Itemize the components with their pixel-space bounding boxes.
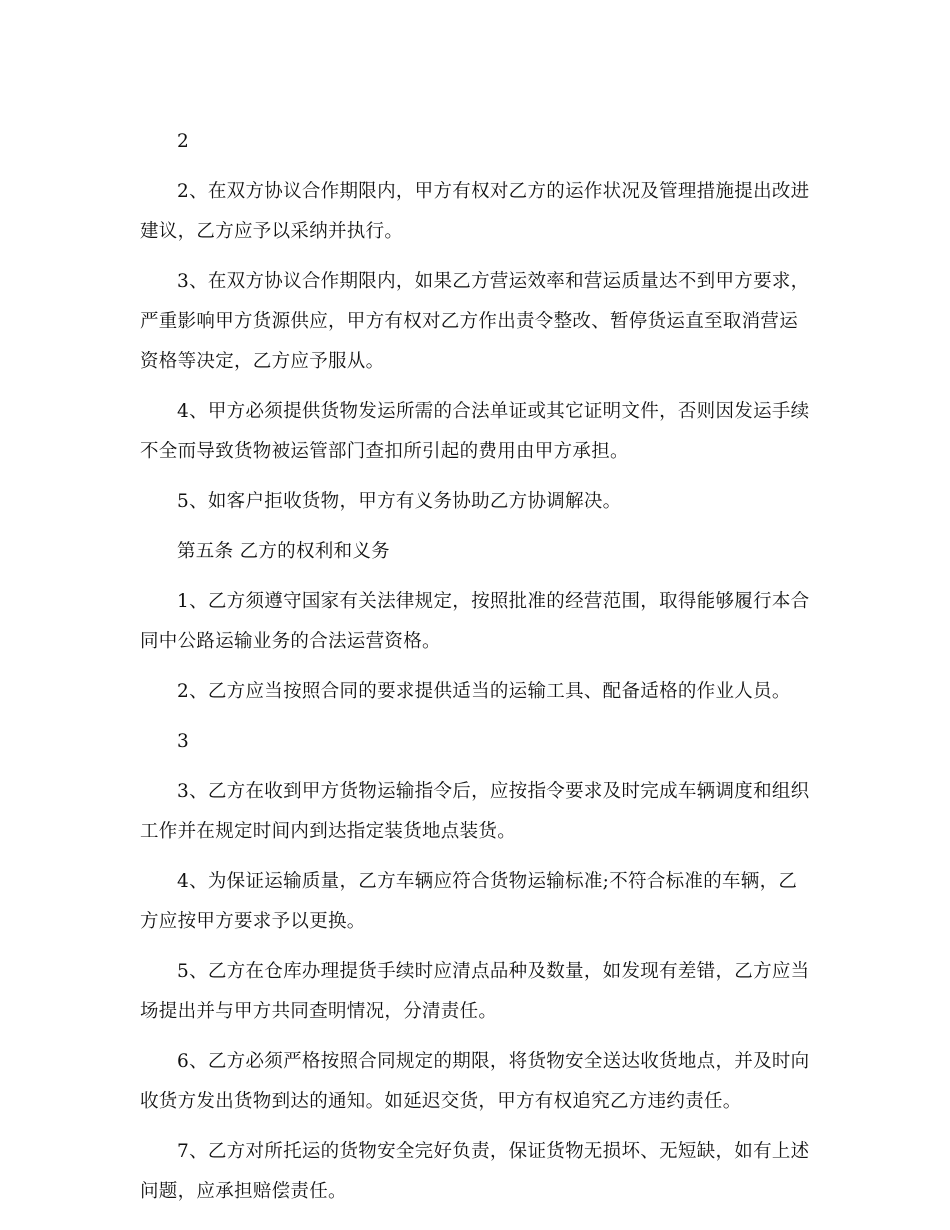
clause-paragraph: 3、乙方在收到甲方货物运输指令后，应按指令要求及时完成车辆调度和组织工作并在规定时间内到达指定装货地点装货。 xyxy=(140,781,810,842)
clause-paragraph: 3、在双方协议合作期限内，如果乙方营运效率和营运质量达不到甲方要求，严重影响甲方货源供应，甲方有权对乙方作出责令整改、暂停货运直至取消营运资格等决定，乙方应予服从。 xyxy=(140,271,810,372)
clause-paragraph: 1、乙方须遵守国家有关法律规定，按照批准的经营范围，取得能够履行本合同中公路运输业务的合法运营资格。 xyxy=(140,591,810,652)
page-number-marker: 3 xyxy=(177,731,190,752)
clause-paragraph: 2、乙方应当按照合同的要求提供适当的运输工具、配备适格的作业人员。 xyxy=(177,681,791,702)
clause-paragraph: 5、乙方在仓库办理提货手续时应清点品种及数量，如发现有差错，乙方应当场提出并与甲方共同查明情况，分清责任。 xyxy=(140,961,810,1022)
clause-paragraph: 2、在双方协议合作期限内，甲方有权对乙方的运作状况及管理措施提出改进建议，乙方应予以采纳并执行。 xyxy=(140,181,810,242)
page-number-marker: 2 xyxy=(177,131,190,152)
clause-paragraph: 7、乙方对所托运的货物安全完好负责，保证货物无损坏、无短缺，如有上述问题，应承担赔偿责任。 xyxy=(140,1141,810,1202)
clause-paragraph: 4、甲方必须提供货物发运所需的合法单证或其它证明文件，否则因发运手续不全而导致货物被运管部门查扣所引起的费用由甲方承担。 xyxy=(140,401,810,462)
document-body xyxy=(140,122,812,1222)
section-heading: 第五条 乙方的权利和义务 xyxy=(177,541,390,562)
clause-paragraph: 5、如客户拒收货物，甲方有义务协助乙方协调解决。 xyxy=(177,491,622,512)
clause-paragraph: 6、乙方必须严格按照合同规定的期限，将货物安全送达收货地点，并及时向收货方发出货物到达的通知。如延迟交货，甲方有权追究乙方违约责任。 xyxy=(140,1051,810,1112)
clause-paragraph: 4、为保证运输质量，乙方车辆应符合货物运输标准;不符合标准的车辆，乙方应按甲方要求予以更换。 xyxy=(140,871,798,932)
